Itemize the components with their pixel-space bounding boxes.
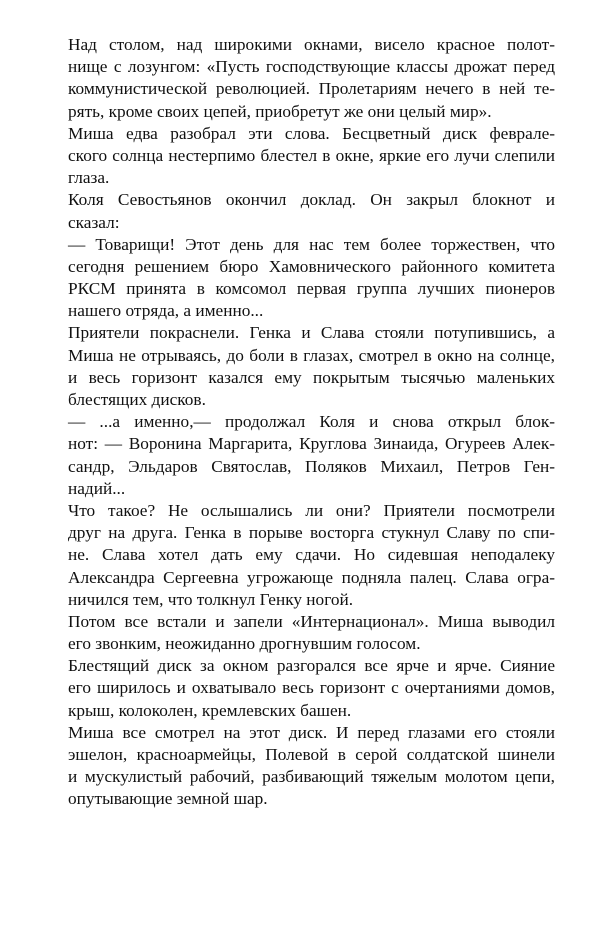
text-line: нашего отряда, а именно... <box>68 301 264 321</box>
text-line: Блестящий диск за окном разгорался все ярче и ярче. Сияние <box>68 656 555 676</box>
text-line: РКСМ принята в комсомол первая группа лучших пионеров <box>68 279 555 299</box>
text-line: его звонким, неожиданно дрогнувшим голосом. <box>68 634 421 654</box>
text-line: друг на друга. Генка в порыве восторга стукнул Славу по спи- <box>68 523 555 543</box>
text-line: опутывающие земной шар. <box>68 789 268 809</box>
text-line: крыш, колоколен, кремлевских башен. <box>68 700 352 720</box>
text-line: блестящих дисков. <box>68 390 206 409</box>
text-line: Приятели покраснели. Генка и Слава стояли потупившись, а <box>68 323 555 343</box>
paragraph <box>68 322 555 411</box>
text-line: сандр, Эльдаров Святослав, Поляков Михаил, Петров Ген- <box>68 456 555 476</box>
text-line: — Товарищи! Этот день для нас тем более торжествен, что <box>68 234 555 254</box>
text-line: надий... <box>68 478 126 498</box>
text-line: Миша все смотрел на этот диск. И перед глазами его стояли <box>68 722 555 742</box>
paragraph <box>68 34 555 123</box>
paragraph <box>68 611 555 655</box>
text-line: коммунистической революцией. Пролетариям нечего в ней те- <box>68 79 555 99</box>
paragraph <box>68 411 555 500</box>
paragraph <box>68 655 555 722</box>
text-line: не. Слава хотел дать ему сдачи. Но сидевшая неподалеку <box>68 545 555 565</box>
text-line: ского солнца нестерпимо блестел в окне, яркие его лучи слепили <box>68 145 555 165</box>
text-line: Миша не отрываясь, до боли в глазах, смотрел в окно на солнце, <box>68 345 555 365</box>
body-text <box>68 34 555 811</box>
paragraph <box>68 722 555 811</box>
text-line: и мускулистый рабочий, разбивающий тяжелым молотом цепи, <box>68 767 555 787</box>
text-line: Над столом, над широкими окнами, висело красное полот- <box>68 35 555 54</box>
text-line: сегодня решением бюро Хамовнического районного комитета <box>68 256 555 276</box>
text-line: его ширилось и охватывало весь горизонт с очертаниями домов, <box>68 678 555 698</box>
text-line: ничился тем, что толкнул Генку ногой. <box>68 589 354 609</box>
text-line: Коля Севостьянов окончил доклад. Он закрыл блокнот и <box>68 190 555 210</box>
text-line: и весь горизонт казался ему покрытым тысячью маленьких <box>68 367 555 387</box>
paragraph <box>68 234 555 323</box>
text-line: нище с лозунгом: «Пусть господствующие классы дрожат перед <box>68 57 555 77</box>
text-line: Александра Сергеевна угрожающе подняла палец. Слава огра- <box>68 567 555 587</box>
text-line: Миша едва разобрал эти слова. Бесцветный диск феврале- <box>68 123 555 143</box>
text-line: Потом все встали и запели «Интернационал». Миша выводил <box>68 611 555 631</box>
text-line: рять, кроме своих цепей, приобретут же они целый мир». <box>68 101 492 121</box>
text-line: — ...а именно,— продолжал Коля и снова открыл блок- <box>68 412 555 432</box>
text-line: Что такое? Не ослышались ли они? Приятели посмотрели <box>68 500 555 520</box>
text-line: эшелон, красноармейцы, Полевой в серой солдатской шинели <box>68 745 555 764</box>
text-line: сказал: <box>68 212 120 232</box>
text-line: нот: — Воронина Маргарита, Круглова Зинаида, Огуреев Алек- <box>68 434 555 454</box>
paragraph <box>68 500 555 611</box>
paragraph <box>68 189 555 233</box>
text-line: глаза. <box>68 168 110 188</box>
paragraph <box>68 123 555 190</box>
